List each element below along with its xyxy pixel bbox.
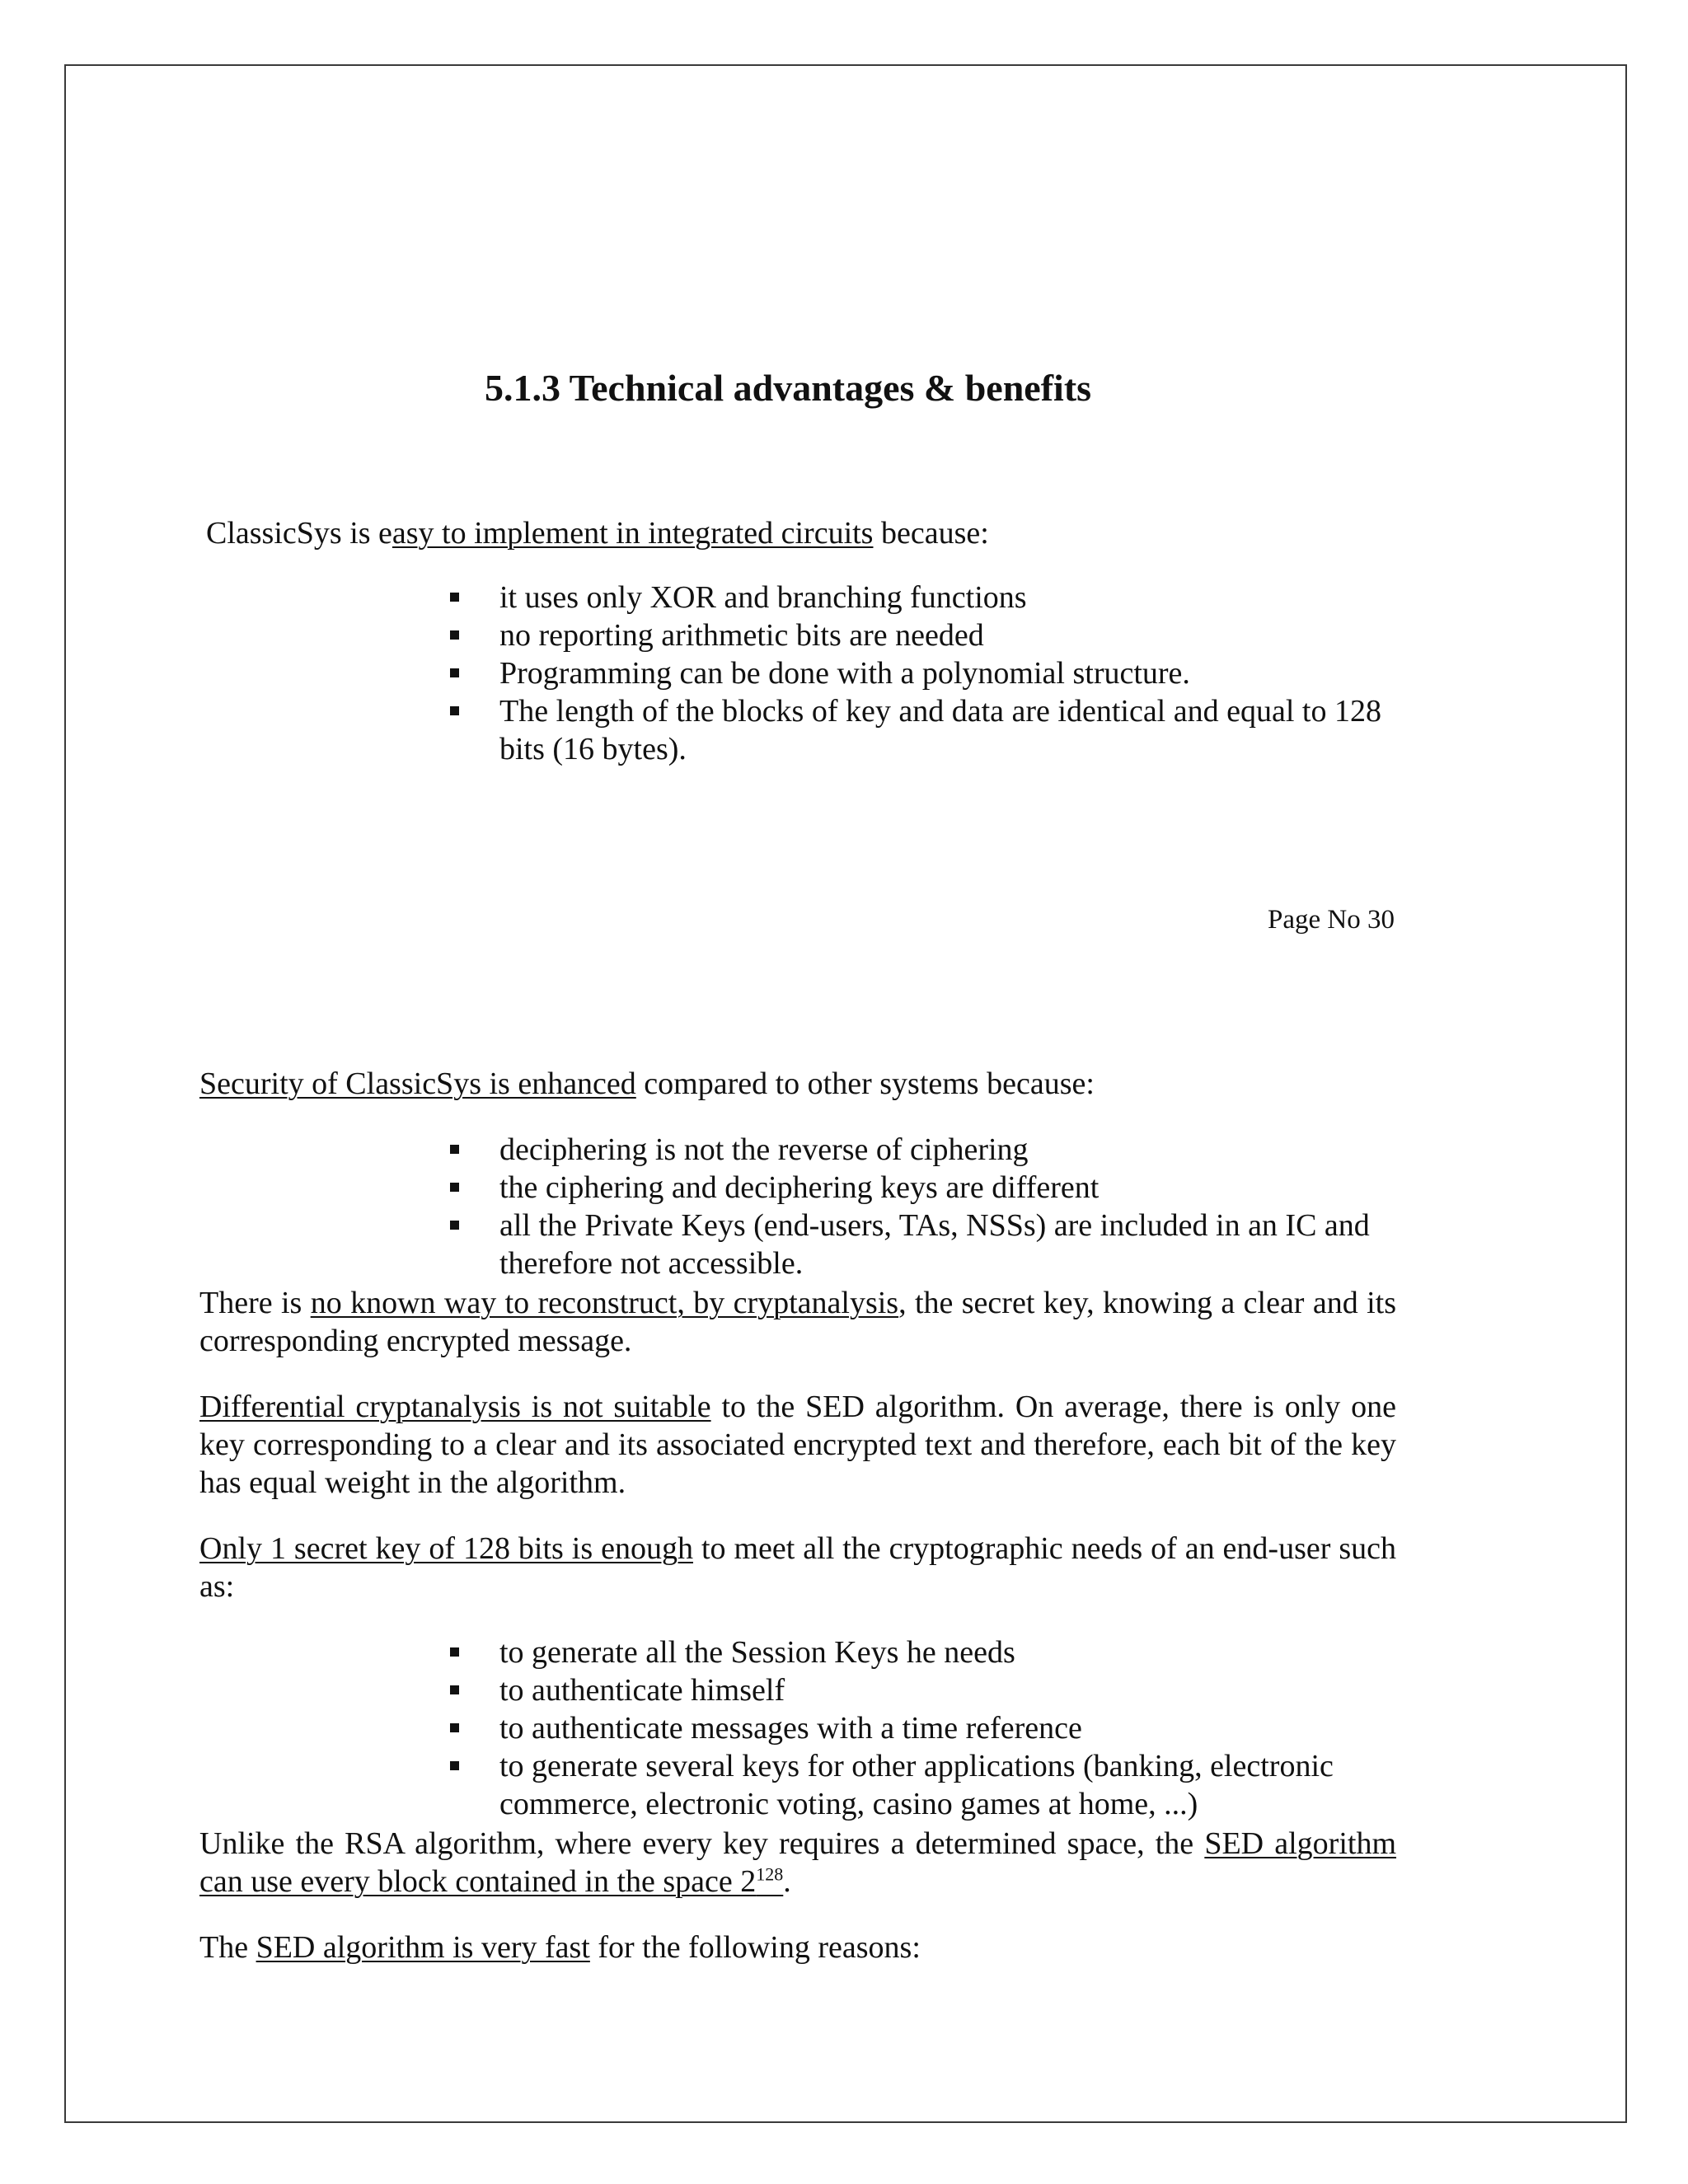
differential-underlined-phrase: Differential cryptanalysis is not suitable — [199, 1390, 711, 1424]
list-item: to authenticate messages with a time reference — [445, 1709, 1401, 1747]
differential-paragraph — [199, 1388, 1396, 1502]
one-key-paragraph — [199, 1530, 1396, 1605]
list-item: it uses only XOR and branching functions — [445, 579, 1401, 616]
key-uses-bullet-list — [445, 1633, 1401, 1823]
easy-underlined-phrase: asy to implement in integrated circuits — [392, 516, 874, 551]
easy-to-implement-paragraph — [206, 514, 989, 552]
list-item: all the Private Keys (end-users, TAs, NSSs) are included in an IC and therefore not accessible. — [445, 1207, 1401, 1282]
list-item: Programming can be done with a polynomial structure. — [445, 654, 1401, 692]
fast-paragraph — [199, 1929, 921, 1966]
page-number: Page No 30 — [1268, 905, 1395, 935]
no-known-way-underlined-phrase: no known way to reconstruct, by cryptanalysis — [310, 1286, 899, 1320]
easy-bullet-list — [445, 579, 1401, 768]
one-key-underlined-phrase: Only 1 secret key of 128 bits is enough — [199, 1531, 693, 1566]
fast-underlined-phrase: SED algorithm is very fast — [256, 1930, 590, 1965]
rsa-underlined-text: SED algorithm can use every block contained in the space 2 — [199, 1826, 1397, 1899]
easy-suffix: because: — [873, 516, 989, 551]
no-known-way-prefix: There is — [199, 1286, 311, 1320]
fast-prefix: The — [199, 1930, 256, 1965]
rsa-suffix: . — [783, 1864, 791, 1899]
easy-prefix: ClassicSys is e — [206, 516, 392, 551]
fast-suffix: for the following reasons: — [589, 1930, 921, 1965]
section-heading: 5.1.3 Technical advantages & benefits — [485, 367, 1092, 409]
security-bullet-list — [445, 1131, 1401, 1282]
differential-suffix: to the SED algorithm. On average, there is only one key corresponding to a clear and its associated encrypted text and therefore, each bit of the key has equal weight in the algorithm. — [199, 1390, 1396, 1500]
list-item: The length of the blocks of key and data are identical and equal to 128 bits (16 bytes). — [445, 692, 1401, 768]
no-known-way-paragraph — [199, 1284, 1396, 1360]
list-item: the ciphering and deciphering keys are different — [445, 1169, 1401, 1207]
exponent-superscript: 128 — [756, 1863, 784, 1885]
list-item: to authenticate himself — [445, 1671, 1401, 1709]
no-known-way-suffix: , the secret key, knowing a clear and its corresponding encrypted message. — [199, 1286, 1396, 1358]
list-item: deciphering is not the reverse of ciphering — [445, 1131, 1401, 1169]
security-paragraph — [199, 1065, 1095, 1103]
security-suffix: compared to other systems because: — [635, 1066, 1095, 1101]
rsa-paragraph — [199, 1825, 1396, 1900]
list-item: no reporting arithmetic bits are needed — [445, 616, 1401, 654]
list-item: to generate several keys for other applications (banking, electronic commerce, electronic voting, casino games at home, ...) — [445, 1747, 1401, 1823]
list-item: to generate all the Session Keys he needs — [445, 1633, 1401, 1671]
rsa-prefix: Unlike the RSA algorithm, where every key requires a determined space, the — [199, 1826, 1205, 1861]
one-key-suffix: to meet all the cryptographic needs of an end-user such as: — [199, 1531, 1397, 1604]
security-underlined-phrase: Security of ClassicSys is enhanced — [199, 1066, 636, 1101]
